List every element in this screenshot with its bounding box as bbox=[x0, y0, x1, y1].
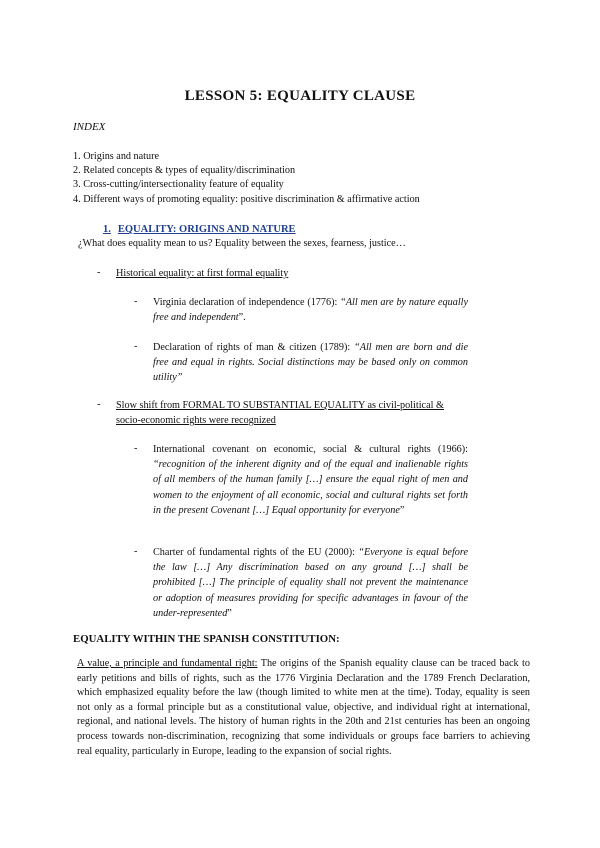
bullet-dash: - bbox=[97, 267, 101, 278]
sub-item-lead: Charter of fundamental rights of the EU (2000): bbox=[153, 547, 359, 558]
sub-item-quote: “All men are by nature equally free and independent bbox=[153, 297, 468, 324]
sub-item-tail: ”. bbox=[238, 312, 246, 324]
sub-bullet-dash: - bbox=[134, 443, 138, 454]
index-item: 2. Related concepts & types of equality/discrimination bbox=[73, 165, 296, 177]
sub-item-virginia-declaration bbox=[153, 295, 468, 325]
paragraph-body: The origins of the Spanish equality clause can be traced back to early petitions and bills of rights, such as the 1776 Virginia Declaration and the 1789 French Declaration, which emphasized equality before the law (though limited to white men at the time). Today, equality is seen not only as a formal principle but as a constitutional value, objective, and individual right at international, regional, and national levels. The history of human rights in the 20th and 21st centuries has been an ongoing process towards non-discrimination, recognizing that some individuals or groups face barriers to achieving real equality, particularly in Europe, leading to the expansion of social rights. bbox=[77, 658, 530, 757]
sub-item-quote: “Everyone is equal before the law […] Any discrimination based on any ground […] shall be prohibited […] The principle of equality shall not prevent the maintenance or adoption of measures providing for specific advantages in favour of the under-represented bbox=[153, 547, 468, 619]
section-number: 1. bbox=[103, 224, 111, 235]
index-item: 4. Different ways of promoting equality: positive discrimination & affirmative action bbox=[73, 193, 420, 205]
sub-item-lead: Declaration of rights of man & citizen (1789): bbox=[153, 342, 355, 353]
sub-item-tail: ” bbox=[399, 504, 405, 516]
page-title: LESSON 5: EQUALITY CLAUSE bbox=[184, 88, 416, 104]
sub-item-icescr bbox=[153, 442, 468, 518]
body-paragraph bbox=[77, 657, 530, 759]
paragraph-lead: A value, a principle and fundamental right: bbox=[77, 658, 258, 669]
bullet-formal-to-substantial: Slow shift from FORMAL TO SUBSTANTIAL EQUALITY as civil-political & socio-economic rights were recognized bbox=[116, 400, 444, 427]
sub-item-quote: “All men are born and die free and equal in rights. Social distinctions may be based only on common utility” bbox=[153, 342, 468, 384]
section-heading-origins bbox=[103, 224, 296, 235]
sub-item-rights-of-man bbox=[153, 340, 468, 386]
index-label: INDEX bbox=[73, 121, 106, 133]
section-heading-spanish-constitution: EQUALITY WITHIN THE SPANISH CONSTITUTION: bbox=[73, 633, 340, 645]
sub-item-lead: Virginia declaration of independence (1776): bbox=[153, 297, 341, 308]
index-item: 1. Origins and nature bbox=[73, 151, 160, 162]
sub-bullet-dash: - bbox=[134, 296, 138, 307]
sub-item-eu-charter bbox=[153, 545, 468, 621]
index-list bbox=[73, 150, 420, 207]
bullet-dash: - bbox=[97, 399, 101, 410]
bullet-historical-equality: Historical equality: at first formal equality bbox=[116, 268, 289, 279]
sub-bullet-dash: - bbox=[134, 546, 138, 557]
sub-item-lead: International covenant on economic, social & cultural rights (1966): bbox=[153, 444, 468, 455]
section-heading-text: EQUALITY: ORIGINS AND NATURE bbox=[117, 224, 296, 235]
sub-item-quote: “recognition of the inherent dignity and of the equal and inalienable rights of all members of the human family […] ensure the equal right of men and women to the enjoyment of all economic, social and cultural rights set forth in the present Covenant […] Equal opportunity for everyone bbox=[153, 459, 468, 516]
sub-bullet-dash: - bbox=[134, 341, 138, 352]
sub-item-tail: ” bbox=[227, 607, 232, 619]
intro-question: ¿What does equality mean to us? Equality between the sexes, fearness, justice… bbox=[78, 238, 406, 249]
index-item: 3. Cross-cutting/intersectionality feature of equality bbox=[73, 179, 284, 191]
